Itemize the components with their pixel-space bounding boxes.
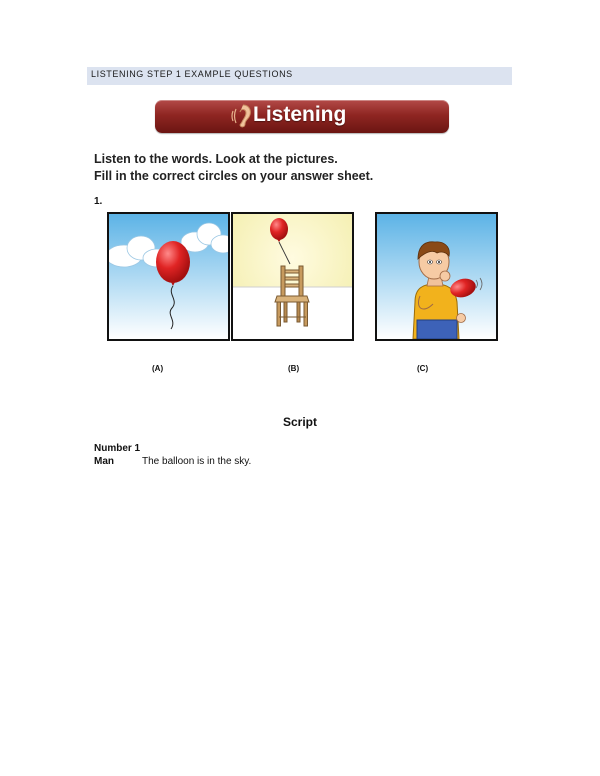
option-label-c: (C)	[417, 364, 429, 373]
script-speaker: Man	[94, 456, 114, 467]
option-label-b: (B)	[288, 364, 300, 373]
instruction-line: Listen to the words. Look at the pictures.	[94, 152, 338, 166]
script-number-label: Number 1	[94, 443, 141, 454]
ear-icon	[230, 103, 252, 134]
listening-banner	[155, 100, 449, 133]
picture-b-balloon-tied-to-chair	[231, 212, 354, 341]
banner-title: Listening	[253, 103, 347, 126]
script-line: The balloon is in the sky.	[142, 456, 252, 467]
instruction-line: Fill in the correct circles on your answer sheet.	[94, 169, 374, 183]
picture-a-balloon-in-sky	[107, 212, 230, 341]
script-heading: Script	[282, 415, 317, 429]
page-header	[87, 67, 512, 85]
page-header-title: LISTENING STEP 1 EXAMPLE QUESTIONS	[91, 69, 293, 79]
option-label-a: (A)	[152, 364, 164, 373]
instructions	[94, 151, 373, 185]
question-number: 1.	[94, 196, 103, 207]
picture-c-man-blowing-balloon	[375, 212, 498, 341]
